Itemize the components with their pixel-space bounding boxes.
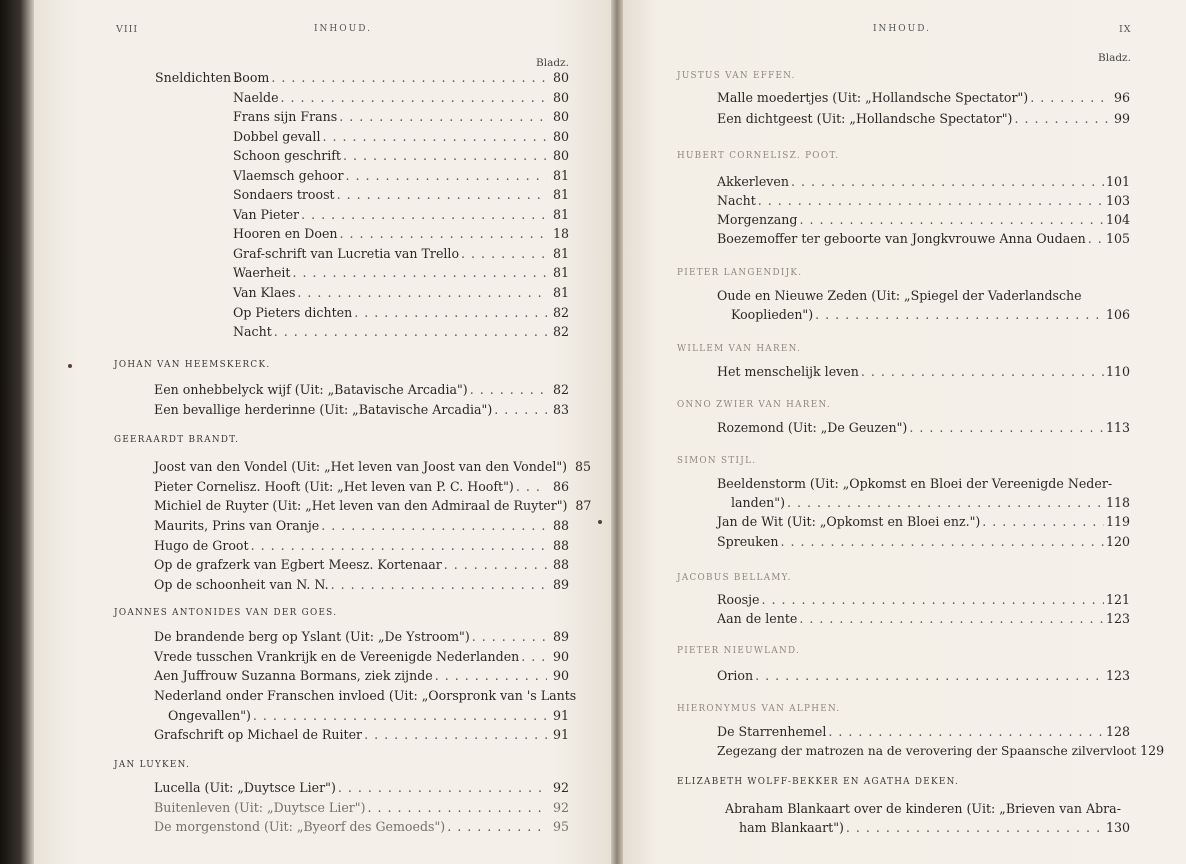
toc-entry[interactable]: Een onhebbelyck wijf (Uit: „Batavische Arcadia") . . . 82 [154,382,569,398]
toc-entry-first-line: Nederland onder Franschen invloed (Uit: „Oorspronk van 's Lants [154,688,577,703]
toc-entry[interactable]: Graf-schrift van Lucretia van Trello . . . 81 [233,246,569,262]
section-author: PIETER NIEUWLAND. [677,646,801,656]
left-page [34,0,611,864]
toc-entry[interactable]: Dobbel gevall . . . 80 [233,129,569,145]
toc-entry[interactable]: Grafschrift op Michael de Ruiter . . . 91 [154,727,569,743]
toc-entry[interactable]: Akkerleven . . . 101 [717,174,1130,190]
toc-entry[interactable]: Pieter Cornelisz. Hooft (Uit: „Het leven van P. C. Hooft") . . . 86 [154,479,569,495]
toc-entry[interactable]: Frans sijn Frans . . . 80 [233,109,569,125]
toc-entry[interactable]: Op de grafzerk van Egbert Meesz. Kortenaar . . . 88 [154,557,569,573]
section-author: JOANNES ANTONIDES VAN DER GOES. [114,608,338,618]
toc-entry[interactable]: Het menschelijk leven . . . 110 [717,364,1130,380]
toc-entry[interactable]: De brandende berg op Yslant (Uit: „De Ystroom") . . . 89 [154,629,569,645]
toc-entry[interactable]: Morgenzang . . . 104 [717,212,1130,228]
toc-entry[interactable]: ham Blankaart") . . . 130 [739,820,1130,836]
section-author: ELIZABETH WOLFF-BEKKER EN AGATHA DEKEN. [677,777,960,787]
toc-entry[interactable]: Op Pieters dichten . . . 82 [233,305,569,321]
section-author: GEERAARDT BRANDT. [114,435,240,445]
toc-entry[interactable]: Kooplieden") . . . 106 [731,307,1130,323]
toc-entry[interactable]: Boom . . . 80 [233,70,569,86]
toc-entry[interactable]: Nacht . . . 103 [717,193,1130,209]
toc-entry[interactable]: Waerheit . . . 81 [233,265,569,281]
toc-entry[interactable]: Hugo de Groot . . . 88 [154,538,569,554]
toc-entry[interactable]: Een bevallige herderinne (Uit: „Batavische Arcadia") . . . 83 [154,402,569,418]
toc-entry[interactable]: Orion . . . 123 [717,668,1130,684]
toc-entry[interactable]: Malle moedertjes (Uit: „Hollandsche Spectator") . . . 96 [717,90,1130,106]
toc-entry[interactable]: Jan de Wit (Uit: „Opkomst en Bloei enz.") . . . 119 [717,514,1130,530]
right-running-head: INHOUD. [873,24,931,34]
right-page [623,0,1186,864]
toc-entry[interactable]: Roosje . . . 121 [717,592,1130,608]
toc-entry[interactable]: Hooren en Doen . . . 18 [233,226,569,242]
toc-entry[interactable]: De Starrenhemel . . . 128 [717,724,1130,740]
book-gutter [611,0,623,864]
toc-entry[interactable]: landen") . . . 118 [731,495,1130,511]
toc-entry[interactable]: Buitenleven (Uit: „Duytsce Lier") . . . 92 [154,800,569,816]
toc-entry[interactable]: Ongevallen") . . . 91 [168,708,569,724]
toc-entry[interactable]: Boezemoffer ter geboorte van Jongkvrouwe Anna Oudaen . . . 105 [717,231,1130,247]
section-author: JAN LUYKEN. [114,760,191,770]
toc-entry[interactable]: Van Pieter . . . 81 [233,207,569,223]
left-page-number: VIII [116,24,139,35]
section-author: PIETER LANGENDIJK. [677,268,803,278]
toc-entry[interactable]: Nacht . . . 82 [233,324,569,340]
toc-entry[interactable]: Een dichtgeest (Uit: „Hollandsche Spectator") . . . 99 [717,111,1130,127]
toc-entry-first-line: Abraham Blankaart over de kinderen (Uit: „Brieven van Abra- [725,801,1121,816]
toc-entry-first-line: Oude en Nieuwe Zeden (Uit: „Spiegel der Vaderlandsche [717,288,1082,303]
toc-entry[interactable]: De morgenstond (Uit: „Byeorf des Gemoeds") . . . 95 [154,819,569,835]
binding-edge [0,0,34,864]
left-bladz-label: Bladz. [536,57,569,69]
toc-entry[interactable]: Op de schoonheit van N. N. . . . 89 [154,577,569,593]
section-author: WILLEM VAN HAREN. [677,344,802,354]
toc-entry[interactable]: Aan de lente . . . 123 [717,611,1130,627]
toc-entry[interactable]: Sondaers troost . . . 81 [233,187,569,203]
section-author: JOHAN VAN HEEMSKERCK. [114,360,271,370]
right-bladz-label: Bladz. [1098,52,1131,64]
toc-entry[interactable]: Van Klaes . . . 81 [233,285,569,301]
toc-entry[interactable]: Vrede tusschen Vrankrijk en de Vereenigde Nederlanden . . . 90 [154,649,569,665]
right-page-number: IX [1119,24,1132,35]
toc-entry[interactable]: Maurits, Prins van Oranje . . . 88 [154,518,569,534]
toc-entry[interactable]: Vlaemsch gehoor . . . 81 [233,168,569,184]
toc-entry[interactable]: Joost van den Vondel (Uit: „Het leven van Joost van den Vondel") 85 [154,459,592,474]
ink-speck [598,520,602,524]
toc-entry[interactable]: Schoon geschrift . . . 80 [233,148,569,164]
section-author: ONNO ZWIER VAN HAREN. [677,400,831,410]
toc-entry[interactable]: Spreuken . . . 120 [717,534,1130,550]
sneldichten-label: Sneldichten : [155,70,240,85]
toc-entry[interactable]: Michiel de Ruyter (Uit: „Het leven van den Admiraal de Ruyter") 87 [154,498,592,513]
toc-entry[interactable]: Lucella (Uit: „Duytsce Lier") . . . 92 [154,780,569,796]
toc-entry[interactable]: Zegezang der matrozen na de verovering der Spaansche zilvervloot 129 [717,743,1165,758]
toc-entry[interactable]: Naelde . . . 80 [233,90,569,106]
toc-entry-first-line: Beeldenstorm (Uit: „Opkomst en Bloei der Vereenigde Neder- [717,476,1113,491]
ink-speck [68,364,72,368]
section-author: JUSTUS VAN EFFEN. [677,71,796,81]
left-running-head: INHOUD. [314,24,372,34]
section-author: JACOBUS BELLAMY. [677,573,792,583]
section-author: SIMON STIJL. [677,456,757,466]
toc-entry[interactable]: Rozemond (Uit: „De Geuzen") . . . 113 [717,420,1130,436]
toc-entry[interactable]: Aen Juffrouw Suzanna Bormans, ziek zijnde . . . 90 [154,668,569,684]
section-author: HIERONYMUS VAN ALPHEN. [677,704,841,714]
section-author: HUBERT CORNELISZ. POOT. [677,151,840,161]
